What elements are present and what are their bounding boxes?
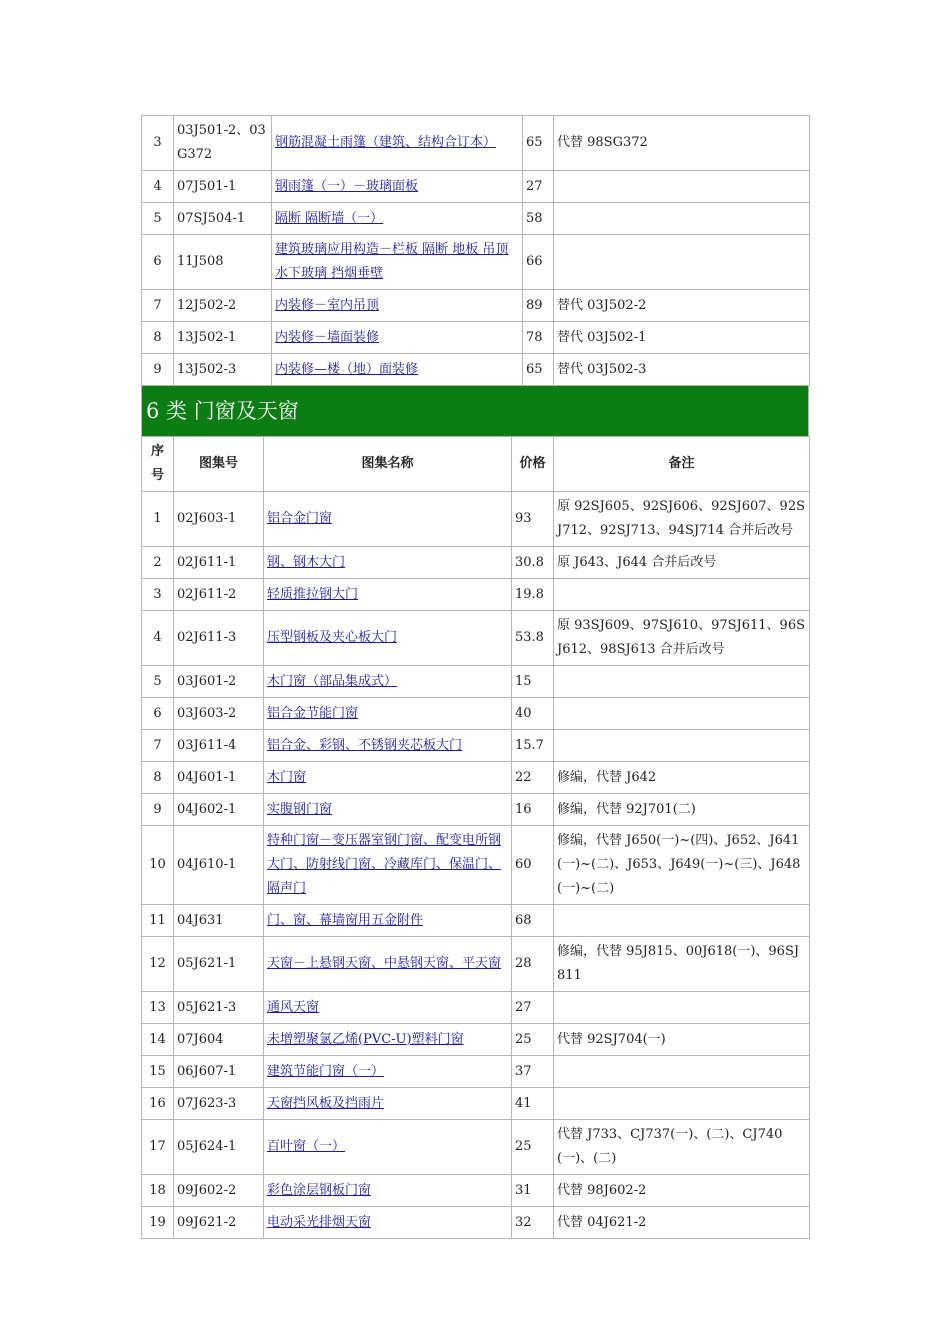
atlas-name-cell — [264, 1207, 512, 1239]
table-row — [142, 547, 810, 579]
remark-cell: 原 93SJ609、97SJ610、97SJ611、96SJ612、98SJ613 合并后改号 — [554, 611, 810, 666]
table-row — [142, 1024, 810, 1056]
table-row — [142, 354, 810, 386]
remark-cell — [554, 235, 810, 290]
atlas-code-cell: 09J602-2 — [174, 1175, 264, 1207]
price-cell: 78 — [523, 322, 554, 354]
remark-cell: 替代 03J502-2 — [554, 290, 810, 322]
row-number-cell: 17 — [142, 1120, 174, 1175]
atlas-code-cell: 09J621-2 — [174, 1207, 264, 1239]
atlas-code-cell: 07SJ504-1 — [174, 203, 272, 235]
table-row — [142, 1120, 810, 1175]
remark-cell — [554, 666, 810, 698]
table-row — [142, 579, 810, 611]
table-row — [142, 492, 810, 547]
row-number-cell: 5 — [142, 203, 174, 235]
price-cell: 41 — [512, 1088, 554, 1120]
row-number-cell: 9 — [142, 354, 174, 386]
header-code: 图集号 — [174, 437, 264, 492]
table-row — [142, 666, 810, 698]
row-number-cell: 9 — [142, 794, 174, 826]
atlas-name-cell — [272, 290, 523, 322]
atlas-code-cell: 05J621-3 — [174, 992, 264, 1024]
atlas-code-cell: 03J501-2、03G372 — [174, 116, 272, 171]
row-number-cell: 19 — [142, 1207, 174, 1239]
table-row — [142, 1175, 810, 1207]
remark-cell: 修编，代替 J642 — [554, 762, 810, 794]
atlas-code-cell: 04J601-1 — [174, 762, 264, 794]
remark-cell — [554, 905, 810, 937]
table-row — [142, 992, 810, 1024]
remark-cell: 修编，代替 95J815、00J618(一)、96SJ811 — [554, 937, 810, 992]
atlas-name-cell — [272, 203, 523, 235]
header-note: 备注 — [554, 437, 810, 492]
price-cell: 25 — [512, 1120, 554, 1175]
atlas-name-cell — [264, 1088, 512, 1120]
atlas-name-link[interactable]: 彩色涂层钢板门窗 — [267, 1182, 372, 1198]
atlas-name-link[interactable]: 钢雨篷（一）－玻璃面板 — [275, 178, 419, 194]
atlas-code-cell: 13J502-1 — [174, 322, 272, 354]
price-cell: 15.7 — [512, 730, 554, 762]
atlas-name-link[interactable]: 特种门窗－变压器室钢门窗、配变电所钢大门、防射线门窗、冷藏库门、保温门、隔声门 — [267, 833, 502, 896]
atlas-code-cell: 02J611-3 — [174, 611, 264, 666]
atlas-name-cell — [272, 171, 523, 203]
price-cell: 32 — [512, 1207, 554, 1239]
doors-windows-table — [141, 436, 810, 1239]
remark-cell: 代替 92SJ704(一) — [554, 1024, 810, 1056]
atlas-name-cell — [264, 1120, 512, 1175]
header-name: 图集名称 — [264, 437, 512, 492]
atlas-code-cell: 12J502-2 — [174, 290, 272, 322]
atlas-name-cell — [264, 905, 512, 937]
row-number-cell: 6 — [142, 235, 174, 290]
price-cell: 37 — [512, 1056, 554, 1088]
atlas-code-cell: 07J623-3 — [174, 1088, 264, 1120]
atlas-name-link[interactable]: 内装修－墙面装修 — [275, 329, 380, 345]
row-number-cell: 7 — [142, 730, 174, 762]
atlas-name-link[interactable]: 天窗－上悬钢天窗、中悬钢天窗、平天窗 — [267, 956, 502, 971]
price-cell: 60 — [512, 826, 554, 905]
atlas-name-link[interactable]: 内装修—楼（地）面装修 — [275, 361, 419, 377]
remark-cell: 修编，代替 92J701(二) — [554, 794, 810, 826]
price-cell: 19.8 — [512, 579, 554, 611]
atlas-code-cell: 02J611-1 — [174, 547, 264, 579]
table-row — [142, 611, 810, 666]
atlas-name-cell — [264, 1056, 512, 1088]
remark-cell: 代替 98J602-2 — [554, 1175, 810, 1207]
table-row — [142, 290, 810, 322]
table-header-row — [142, 437, 810, 492]
atlas-name-link[interactable]: 木门窗（部品集成式） — [267, 673, 398, 689]
price-cell: 40 — [512, 698, 554, 730]
atlas-name-cell — [264, 611, 512, 666]
remark-cell — [554, 1056, 810, 1088]
atlas-name-cell — [264, 547, 512, 579]
atlas-name-link[interactable]: 压型钢板及夹心板大门 — [267, 630, 398, 645]
table-row — [142, 1207, 810, 1239]
section-header — [141, 386, 809, 436]
document-page — [141, 115, 809, 1239]
price-cell: 15 — [512, 666, 554, 698]
table-row — [142, 1056, 810, 1088]
atlas-code-cell: 05J624-1 — [174, 1120, 264, 1175]
table-row — [142, 322, 810, 354]
atlas-code-cell: 04J602-1 — [174, 794, 264, 826]
remark-cell: 原 J643、J644 合并后改号 — [554, 547, 810, 579]
remark-cell: 修编，代替 J650(一)~(四)、J652、J641(一)~(二)、J653、J649(一)~(三)、J648(一)~(二) — [554, 826, 810, 905]
atlas-code-cell: 07J501-1 — [174, 171, 272, 203]
atlas-name-cell — [272, 354, 523, 386]
atlas-code-cell: 04J631 — [174, 905, 264, 937]
price-cell: 65 — [523, 354, 554, 386]
row-number-cell: 11 — [142, 905, 174, 937]
remark-cell — [554, 992, 810, 1024]
row-number-cell: 10 — [142, 826, 174, 905]
atlas-name-cell — [264, 666, 512, 698]
atlas-name-link[interactable]: 天窗挡风板及挡雨片 — [267, 1095, 385, 1111]
atlas-name-cell — [264, 762, 512, 794]
table-row — [142, 171, 810, 203]
remark-cell — [554, 171, 810, 203]
row-number-cell: 7 — [142, 290, 174, 322]
atlas-name-cell — [264, 730, 512, 762]
table-row — [142, 203, 810, 235]
atlas-name-link[interactable]: 铝合金节能门窗 — [267, 705, 359, 721]
row-number-cell: 8 — [142, 762, 174, 794]
atlas-name-cell — [264, 579, 512, 611]
header-no: 序号 — [142, 437, 174, 492]
remark-cell — [554, 730, 810, 762]
atlas-name-link[interactable]: 建筑节能门窗（一） — [267, 1063, 385, 1079]
row-number-cell: 12 — [142, 937, 174, 992]
table-row — [142, 905, 810, 937]
row-number-cell: 4 — [142, 171, 174, 203]
remark-cell: 原 92SJ605、92SJ606、92SJ607、92SJ712、92SJ713、94SJ714 合并后改号 — [554, 492, 810, 547]
remark-cell — [554, 1088, 810, 1120]
section-title: 6 类 门窗及天窗 — [146, 399, 299, 423]
remark-cell — [554, 579, 810, 611]
atlas-name-link[interactable]: 实腹钢门窗 — [267, 801, 333, 817]
price-cell: 89 — [523, 290, 554, 322]
atlas-name-cell — [272, 322, 523, 354]
atlas-name-link[interactable]: 内装修－室内吊顶 — [275, 297, 380, 313]
row-number-cell: 1 — [142, 492, 174, 547]
atlas-name-cell — [264, 992, 512, 1024]
price-cell: 66 — [523, 235, 554, 290]
atlas-name-link[interactable]: 通风天窗 — [267, 999, 320, 1015]
table-row — [142, 730, 810, 762]
row-number-cell: 16 — [142, 1088, 174, 1120]
price-cell: 58 — [523, 203, 554, 235]
remark-cell: 代替 J733、CJ737(一)、(二)、CJ740(一)、(二) — [554, 1120, 810, 1175]
atlas-name-link[interactable]: 门、窗、幕墙窗用五金附件 — [267, 912, 424, 928]
row-number-cell: 15 — [142, 1056, 174, 1088]
atlas-name-link[interactable]: 电动采光排烟天窗 — [267, 1214, 372, 1230]
atlas-name-link[interactable]: 钢、钢木大门 — [267, 554, 346, 570]
atlas-name-cell — [272, 235, 523, 290]
row-number-cell: 2 — [142, 547, 174, 579]
atlas-code-cell: 04J610-1 — [174, 826, 264, 905]
table-row — [142, 1088, 810, 1120]
price-cell: 53.8 — [512, 611, 554, 666]
atlas-code-cell: 13J502-3 — [174, 354, 272, 386]
price-cell: 30.8 — [512, 547, 554, 579]
remark-cell — [554, 698, 810, 730]
atlas-code-cell: 03J603-2 — [174, 698, 264, 730]
row-number-cell: 5 — [142, 666, 174, 698]
price-cell: 68 — [512, 905, 554, 937]
atlas-name-link[interactable]: 百叶窗（一） — [267, 1139, 346, 1154]
row-number-cell: 8 — [142, 322, 174, 354]
atlas-name-link[interactable]: 木门窗 — [267, 769, 307, 785]
table-row — [142, 235, 810, 290]
row-number-cell: 13 — [142, 992, 174, 1024]
price-cell: 16 — [512, 794, 554, 826]
atlas-name-link[interactable]: 建筑玻璃应用构造－栏板 隔断 地板 吊顶 水下玻璃 挡烟垂壁 — [275, 242, 509, 281]
atlas-name-cell — [264, 937, 512, 992]
atlas-code-cell: 03J601-2 — [174, 666, 264, 698]
catalog-table-continued — [141, 115, 810, 386]
remark-cell: 代替 98SG372 — [554, 116, 810, 171]
table-row — [142, 762, 810, 794]
table-row — [142, 698, 810, 730]
price-cell: 31 — [512, 1175, 554, 1207]
atlas-name-cell — [264, 794, 512, 826]
row-number-cell: 3 — [142, 116, 174, 171]
table-row — [142, 826, 810, 905]
doors-windows-table-body — [142, 492, 810, 1239]
price-cell: 93 — [512, 492, 554, 547]
price-cell: 65 — [523, 116, 554, 171]
price-cell: 25 — [512, 1024, 554, 1056]
table-row — [142, 937, 810, 992]
row-number-cell: 18 — [142, 1175, 174, 1207]
row-number-cell: 6 — [142, 698, 174, 730]
atlas-code-cell: 07J604 — [174, 1024, 264, 1056]
atlas-code-cell: 03J611-4 — [174, 730, 264, 762]
atlas-name-link[interactable]: 钢筋混凝土雨篷（建筑、结构合订本） — [275, 135, 497, 150]
atlas-name-link[interactable]: 铝合金、彩钢、不锈钢夹芯板大门 — [267, 737, 463, 753]
atlas-name-cell — [264, 492, 512, 547]
row-number-cell: 4 — [142, 611, 174, 666]
remark-cell — [554, 203, 810, 235]
atlas-name-cell — [264, 826, 512, 905]
price-cell: 27 — [523, 171, 554, 203]
remark-cell: 代替 04J621-2 — [554, 1207, 810, 1239]
atlas-code-cell: 02J611-2 — [174, 579, 264, 611]
catalog-table-body — [142, 116, 810, 386]
header-price: 价格 — [512, 437, 554, 492]
atlas-code-cell: 02J603-1 — [174, 492, 264, 547]
atlas-name-link[interactable]: 铝合金门窗 — [267, 511, 333, 526]
atlas-name-cell — [264, 1024, 512, 1056]
table-row — [142, 116, 810, 171]
atlas-code-cell: 05J621-1 — [174, 937, 264, 992]
remark-cell: 替代 03J502-3 — [554, 354, 810, 386]
atlas-name-link[interactable]: 轻质推拉钢大门 — [267, 586, 359, 602]
atlas-name-link[interactable]: 隔断 隔断墙（一） — [275, 210, 384, 226]
row-number-cell: 14 — [142, 1024, 174, 1056]
atlas-name-link[interactable]: 未增塑聚氯乙烯(PVC-U)塑料门窗 — [267, 1031, 464, 1047]
atlas-name-cell — [272, 116, 523, 171]
remark-cell: 替代 03J502-1 — [554, 322, 810, 354]
row-number-cell: 3 — [142, 579, 174, 611]
table-row — [142, 794, 810, 826]
atlas-code-cell: 06J607-1 — [174, 1056, 264, 1088]
atlas-name-cell — [264, 698, 512, 730]
price-cell: 27 — [512, 992, 554, 1024]
price-cell: 28 — [512, 937, 554, 992]
atlas-name-cell — [264, 1175, 512, 1207]
atlas-code-cell: 11J508 — [174, 235, 272, 290]
price-cell: 22 — [512, 762, 554, 794]
